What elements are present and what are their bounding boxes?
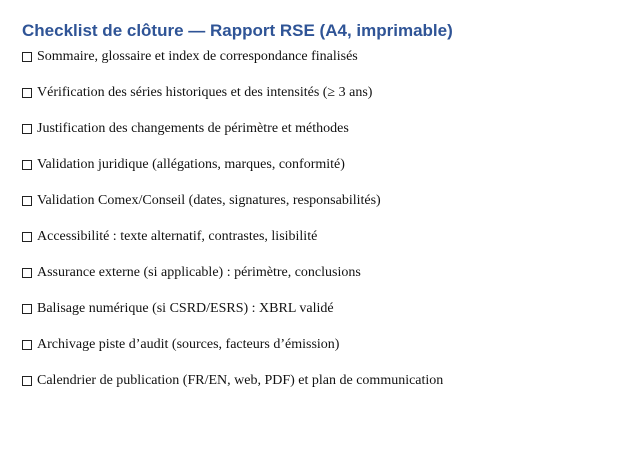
checklist-item[interactable] bbox=[22, 228, 635, 245]
checklist-item[interactable] bbox=[22, 372, 635, 389]
checkbox-empty-icon[interactable] bbox=[22, 376, 32, 386]
checklist-item[interactable] bbox=[22, 156, 635, 173]
checklist-item-label: Justification des changements de périmètre et méthodes bbox=[37, 120, 349, 136]
checklist-item-label: Validation juridique (allégations, marques, conformité) bbox=[37, 156, 345, 172]
checkbox-empty-icon[interactable] bbox=[22, 160, 32, 170]
checklist-item[interactable] bbox=[22, 84, 635, 101]
checklist-item[interactable] bbox=[22, 48, 635, 65]
checkbox-empty-icon[interactable] bbox=[22, 232, 32, 242]
page-title: Checklist de clôture — Rapport RSE (A4, imprimable) bbox=[22, 21, 453, 40]
checklist-item[interactable] bbox=[22, 192, 635, 209]
checkbox-empty-icon[interactable] bbox=[22, 88, 32, 98]
checklist-item-label: Archivage piste d’audit (sources, facteurs d’émission) bbox=[37, 336, 340, 352]
checklist-item-label: Calendrier de publication (FR/EN, web, PDF) et plan de communication bbox=[37, 372, 444, 388]
checkbox-empty-icon[interactable] bbox=[22, 52, 32, 62]
checklist-item-label: Vérification des séries historiques et des intensités (≥ 3 ans) bbox=[37, 84, 373, 100]
checklist-item[interactable] bbox=[22, 300, 635, 317]
checklist-item[interactable] bbox=[22, 120, 635, 137]
checklist-item[interactable] bbox=[22, 264, 635, 281]
checklist-item-label: Validation Comex/Conseil (dates, signatures, responsabilités) bbox=[37, 192, 381, 208]
checkbox-empty-icon[interactable] bbox=[22, 268, 32, 278]
closing-checklist bbox=[22, 48, 635, 389]
checkbox-empty-icon[interactable] bbox=[22, 304, 32, 314]
checklist-item[interactable] bbox=[22, 336, 635, 353]
checklist-item-label: Sommaire, glossaire et index de correspondance finalisés bbox=[37, 48, 358, 64]
checkbox-empty-icon[interactable] bbox=[22, 124, 32, 134]
checklist-item-label: Assurance externe (si applicable) : périmètre, conclusions bbox=[37, 264, 361, 280]
checklist-item-label: Accessibilité : texte alternatif, contrastes, lisibilité bbox=[37, 228, 318, 244]
checklist-item-label: Balisage numérique (si CSRD/ESRS) : XBRL validé bbox=[37, 300, 334, 316]
checkbox-empty-icon[interactable] bbox=[22, 340, 32, 350]
checkbox-empty-icon[interactable] bbox=[22, 196, 32, 206]
